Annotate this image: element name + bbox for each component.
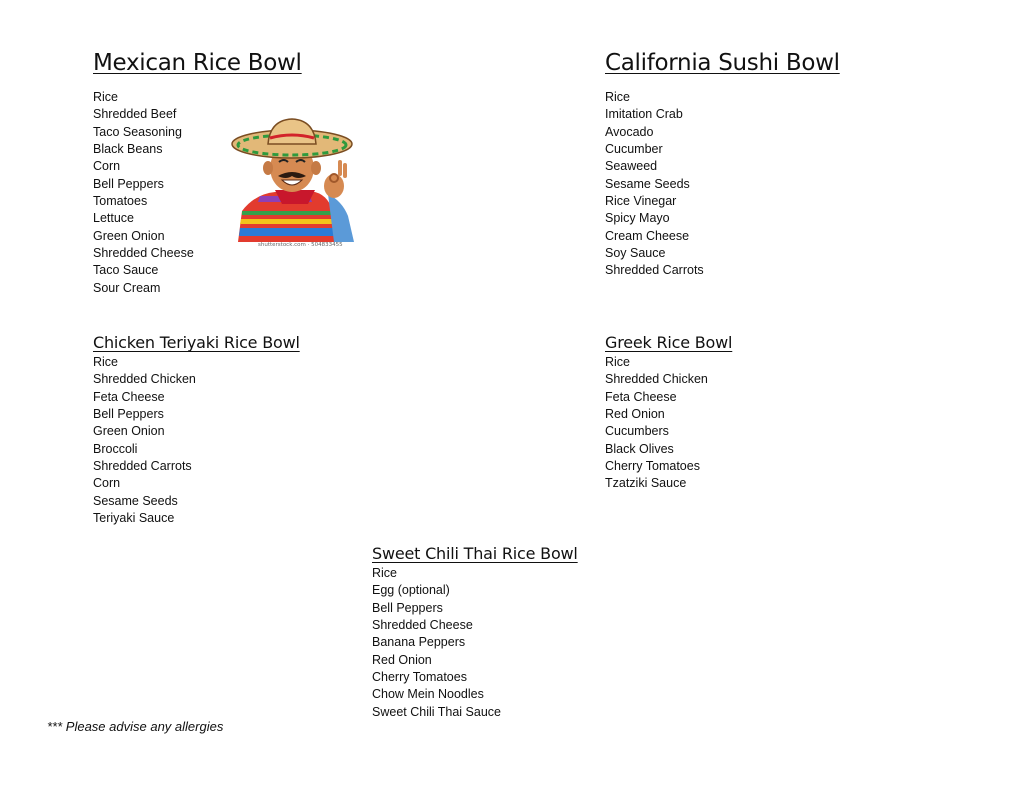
greek-bowl-title: Greek Rice Bowl	[605, 333, 733, 352]
ingredient-item: Green Onion	[93, 424, 165, 439]
ingredient-item: Shredded Carrots	[93, 459, 192, 474]
ingredient-item: Seaweed	[605, 159, 658, 174]
greek-bowl-section	[605, 332, 732, 493]
ingredient-item: Rice	[605, 355, 631, 369]
ingredient-item: Banana Peppers	[372, 635, 466, 650]
ingredient-item: Chow Mein Noodles	[372, 687, 484, 702]
ingredient-item: Corn	[93, 476, 121, 491]
allergy-note: *** Please advise any allergies	[47, 719, 224, 734]
thai-bowl-ingredients	[372, 565, 578, 721]
ingredient-item: Shredded Chicken	[93, 372, 196, 387]
ingredient-item: Cherry Tomatoes	[605, 459, 700, 474]
ingredient-item: Cherry Tomatoes	[372, 670, 467, 685]
ingredient-item: Cucumber	[605, 142, 663, 157]
ingredient-item: Rice	[93, 355, 119, 369]
greek-bowl-ingredients	[605, 354, 732, 493]
ingredient-item: Sesame Seeds	[605, 176, 690, 191]
california-bowl-ingredients	[605, 89, 840, 280]
ingredient-item: Rice Vinegar	[605, 194, 677, 209]
teriyaki-bowl-title: Chicken Teriyaki Rice Bowl	[93, 333, 300, 352]
ingredient-item: Broccoli	[93, 441, 138, 456]
ingredient-item: Feta Cheese	[93, 389, 165, 404]
ingredient-item: Shredded Chicken	[605, 372, 708, 387]
image-credit: shutterstock.com · 504833455	[258, 242, 343, 248]
mexican-man-sombrero-illustration	[230, 116, 360, 244]
california-bowl-title: California Sushi Bowl	[605, 50, 840, 76]
ingredient-item: Feta Cheese	[605, 389, 677, 404]
ingredient-item: Black Olives	[605, 441, 674, 456]
ingredient-item: Red Onion	[372, 652, 432, 667]
ingredient-item: Cucumbers	[605, 424, 669, 439]
thai-bowl-title: Sweet Chili Thai Rice Bowl	[372, 544, 578, 563]
ingredient-item: Shredded Beef	[93, 107, 177, 122]
ingredient-item: Rice	[93, 90, 119, 104]
ingredient-item: Tzatziki Sauce	[605, 476, 687, 491]
ingredient-item: Cream Cheese	[605, 228, 690, 243]
ingredient-item: Bell Peppers	[93, 407, 164, 422]
ingredient-item: Bell Peppers	[93, 176, 164, 191]
ingredient-item: Green Onion	[93, 228, 165, 243]
ingredient-item: Egg (optional)	[372, 583, 450, 598]
ingredient-item: Imitation Crab	[605, 107, 683, 122]
ingredient-item: Red Onion	[605, 407, 665, 422]
teriyaki-bowl-section	[93, 332, 300, 527]
ingredient-item: Taco Seasoning	[93, 124, 182, 139]
california-bowl-section	[605, 48, 840, 280]
ingredient-item: Shredded Carrots	[605, 263, 704, 278]
ingredient-item: Rice	[372, 566, 398, 580]
ingredient-item: Taco Sauce	[93, 263, 159, 278]
mexican-bowl-title: Mexican Rice Bowl	[93, 50, 302, 76]
ingredient-item: Rice	[605, 90, 631, 104]
ingredient-item: Sour Cream	[93, 280, 161, 295]
ingredient-item: Avocado	[605, 124, 654, 139]
ingredient-item: Tomatoes	[93, 194, 148, 209]
thai-bowl-section	[372, 543, 578, 721]
teriyaki-bowl-ingredients	[93, 354, 300, 527]
ingredient-item: Shredded Cheese	[372, 618, 473, 633]
ingredient-item: Lettuce	[93, 211, 135, 226]
ingredient-item: Sesame Seeds	[93, 493, 178, 508]
ingredient-item: Black Beans	[93, 142, 163, 157]
ingredient-item: Teriyaki Sauce	[93, 511, 175, 526]
ingredient-item: Spicy Mayo	[605, 211, 670, 226]
ingredient-item: Soy Sauce	[605, 246, 666, 261]
ingredient-item: Sweet Chili Thai Sauce	[372, 704, 502, 719]
ingredient-item: Shredded Cheese	[93, 246, 194, 261]
ingredient-item: Corn	[93, 159, 121, 174]
ingredient-item: Bell Peppers	[372, 600, 443, 615]
